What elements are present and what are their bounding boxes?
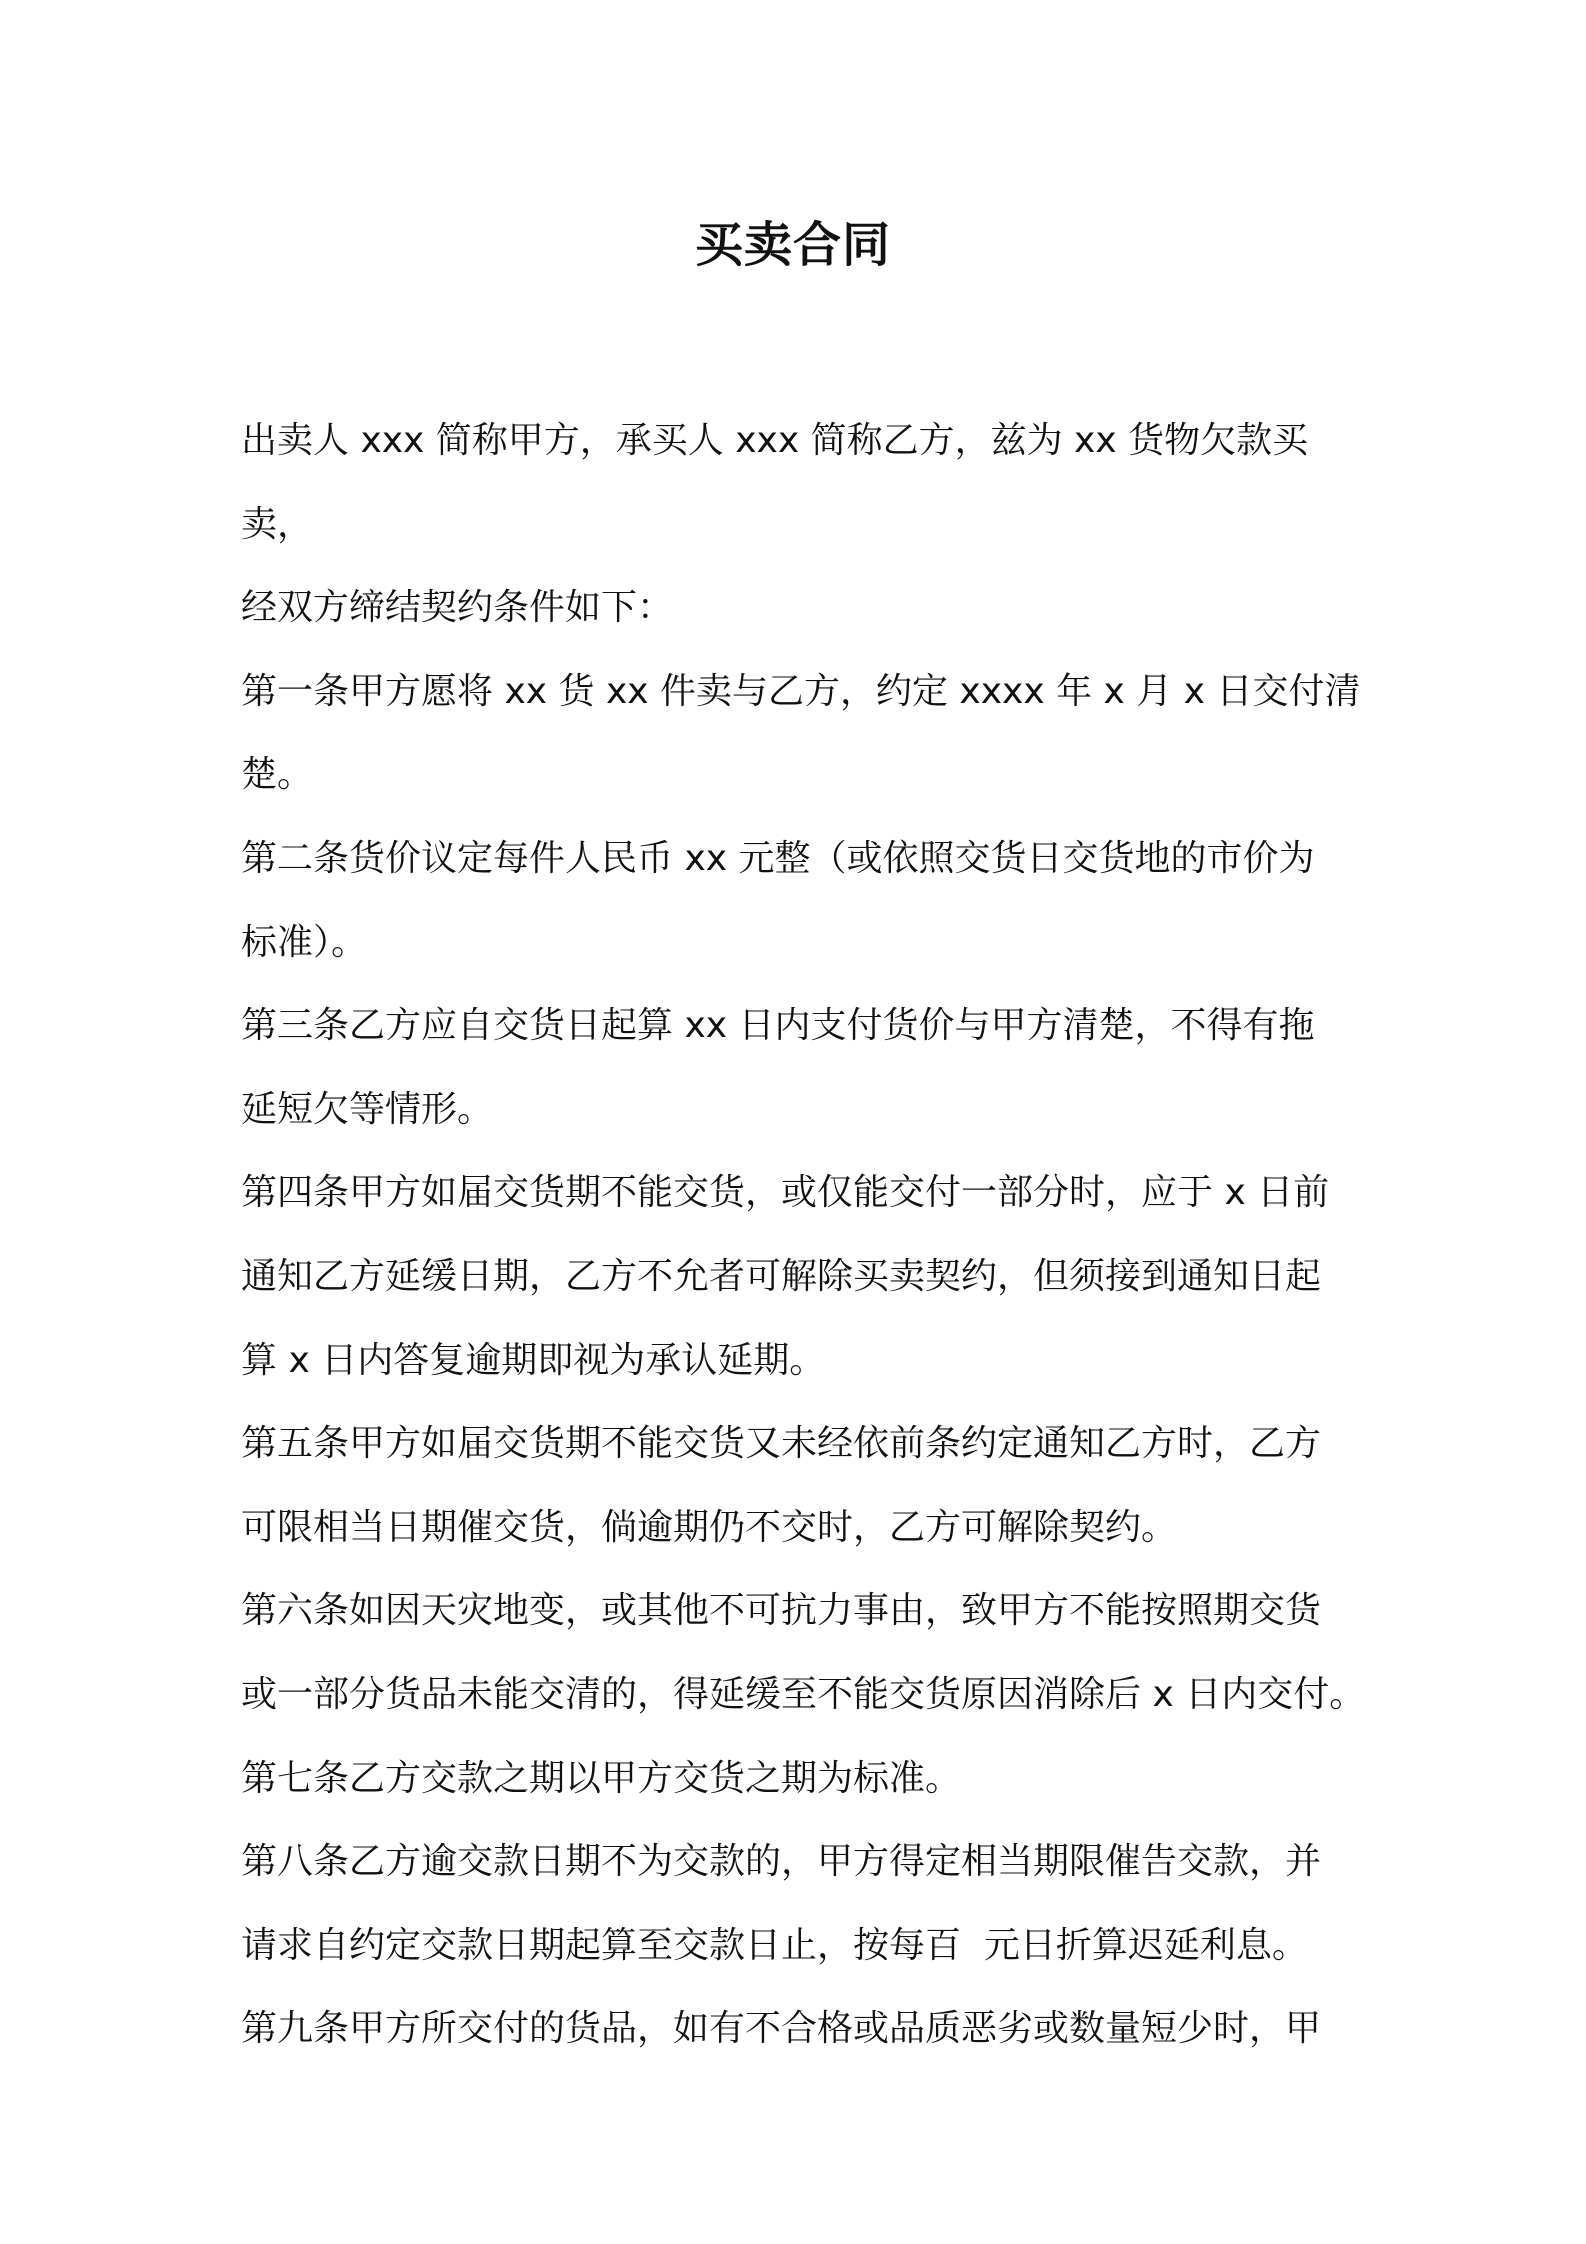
body-line: 请求自约定交款日期起算至交款日止，按每百 元日折算迟延利息。: [241, 1924, 1308, 1966]
body-line: 通知乙方延缓日期，乙方不允者可解除买卖契约，但须接到通知日起: [241, 1255, 1322, 1297]
body-line: 标准）。: [241, 921, 368, 963]
body-line: 或一部分货品未能交清的，得延缓至不能交货原因消除后 x 日内交付。: [241, 1673, 1366, 1715]
body-line: 出卖人 xxx 简称甲方，承买人 xxx 简称乙方，兹为 xx 货物欠款买卖，: [241, 420, 1309, 545]
body-line: 可限相当日期催交货，倘逾期仍不交时，乙方可解除契约。: [241, 1506, 1178, 1548]
body-line: 第五条甲方如届交货期不能交货又未经依前条约定通知乙方时，乙方: [241, 1423, 1322, 1465]
body-line: 经双方缔结契约条件如下：: [241, 587, 674, 629]
body-line: 第二条货价议定每件人民币 xx 元整（或依照交货日交货地的市价为: [241, 837, 1315, 879]
body-line: 楚。: [241, 754, 314, 796]
body-line: 第一条甲方愿将 xx 货 xx 件卖与乙方，约定 xxxx 年 x 月 x 日交付清: [241, 670, 1361, 712]
document-title: 买卖合同: [694, 217, 891, 273]
body-line: 第七条乙方交款之期以甲方交货之期为标准。: [241, 1757, 962, 1799]
body-line: 第九条甲方所交付的货品，如有不合格或品质恶劣或数量短少时，甲: [241, 2008, 1322, 2050]
body-line: 第四条甲方如届交货期不能交货，或仅能交付一部分时，应于 x 日前: [241, 1172, 1330, 1214]
body-line: 第三条乙方应自交货日起算 xx 日内支付货价与甲方清楚，不得有拖: [241, 1005, 1315, 1047]
body-line: 第八条乙方逾交款日期不为交款的，甲方得定相当期限催告交款，并: [241, 1841, 1322, 1883]
body-line: 第六条如因天灾地变，或其他不可抗力事由，致甲方不能按照期交货: [241, 1590, 1322, 1632]
body-line: 延短欠等情形。: [241, 1088, 494, 1130]
document-body: [241, 399, 1366, 2071]
body-line: 算 x 日内答复逾期即视为承认延期。: [241, 1339, 826, 1381]
